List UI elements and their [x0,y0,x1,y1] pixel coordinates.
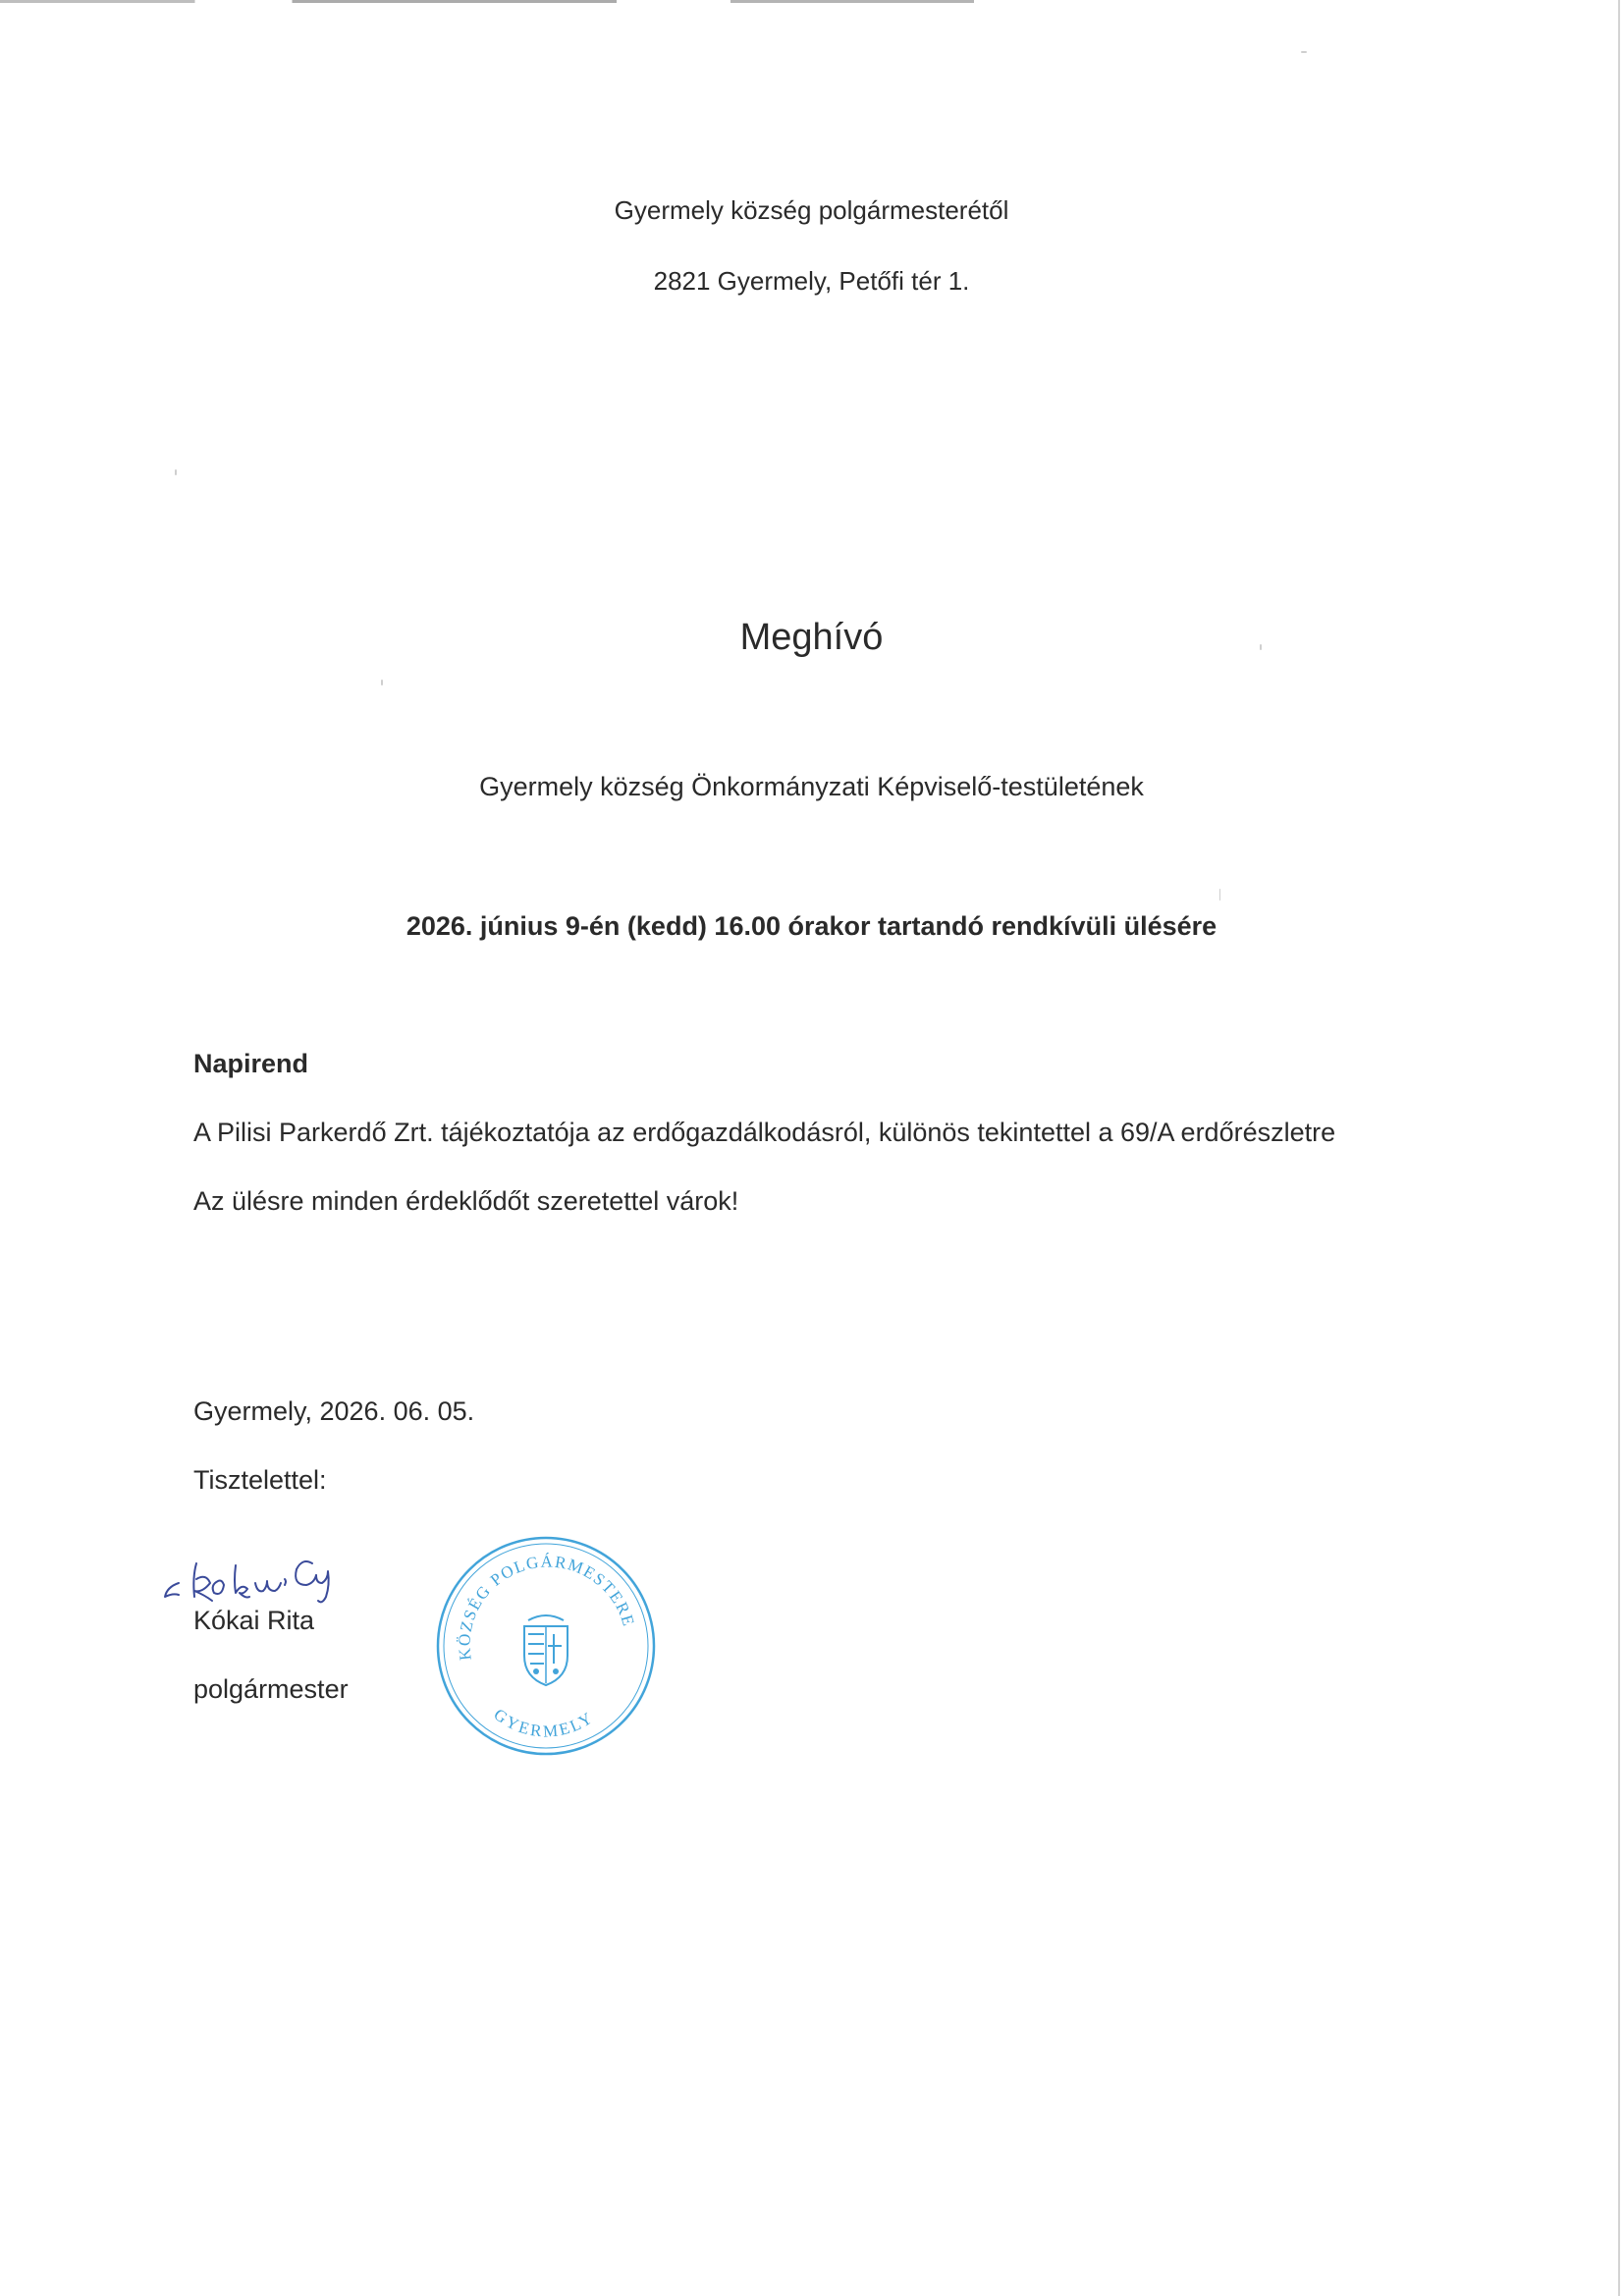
coat-of-arms-icon [524,1615,568,1685]
sender-line: Gyermely község polgármesterétől [614,195,1009,225]
official-stamp [432,1532,660,1760]
scan-speck [1301,51,1307,53]
scan-speck [1219,889,1220,901]
sender-address: 2821 Gyermely, Petőfi tér 1. [653,266,970,296]
scan-speck [381,680,383,685]
scan-edge-right [1618,0,1620,2296]
signer-title: polgármester [193,1674,349,1704]
closing: Tisztelettel: [193,1465,327,1495]
document-title: Meghívó [739,617,884,658]
signer-name: Kókai Rita [193,1606,315,1635]
scan-edge-top [0,0,1623,3]
agenda-item: A Pilisi Parkerdő Zrt. tájékoztatója az erdőgazdálkodásról, különös tekintettel a 69/A erdőrészletre [193,1118,1336,1147]
agenda-heading: Napirend [193,1049,309,1078]
place-date: Gyermely, 2026. 06. 05. [193,1396,475,1426]
stamp-bottom-text: GYERMELY [490,1705,598,1741]
scan-speck [175,469,177,475]
invitation-text: Az ülésre minden érdeklődőt szeretettel várok! [193,1186,739,1216]
addressee: Gyermely község Önkormányzati Képviselő-testületének [479,772,1144,801]
stamp-top-text: KÖZSÉG POLGÁRMESTERE [455,1552,639,1662]
meeting-datetime: 2026. június 9-én (kedd) 16.00 órakor tartandó rendkívüli ülésére [406,911,1217,941]
